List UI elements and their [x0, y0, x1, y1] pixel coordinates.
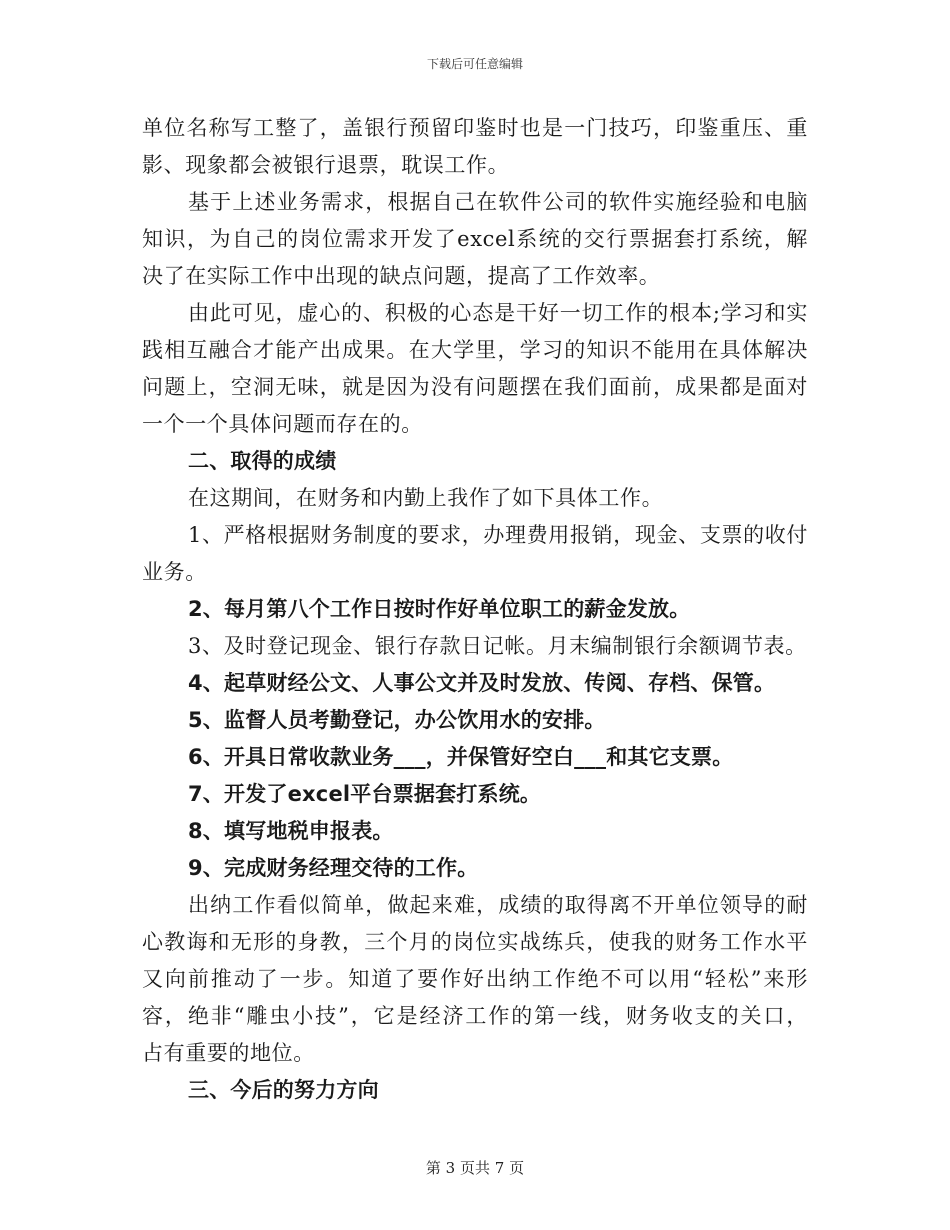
section-heading: 三、今后的努力方向: [188, 1078, 379, 1102]
list-item-continuation: 业务。: [142, 560, 207, 584]
list-item: 7、开发了excel平台票据套打系统。: [188, 782, 542, 806]
page-footer: 第 3 页共 7 页: [425, 1159, 525, 1177]
page-header: 下载后可任意编辑: [426, 57, 523, 71]
list-item: 3、及时登记现金、银行存款日记帐。月末编制银行余额调节表。: [188, 634, 807, 658]
list-item: 2、每月第八个工作日按时作好单位职工的薪金发放。: [188, 597, 691, 621]
paragraph-line: 出纳工作看似简单，做起来难，成绩的取得离不开单位领导的耐: [188, 893, 808, 917]
list-item: 8、填写地税申报表。: [188, 819, 394, 843]
list-item: 4、起草财经公文、人事公文并及时发放、传阅、存档、保管。: [188, 671, 776, 695]
paragraph-line: 单位名称写工整了，盖银行预留印鉴时也是一门技巧，印鉴重压、重: [142, 116, 808, 140]
document-body: [142, 110, 808, 1109]
paragraph-line: 在这期间，在财务和内勤上我作了如下具体工作。: [188, 486, 664, 510]
paragraph-line: 容，绝非“雕虫小技”，它是经济工作的第一线，财务收支的关口，: [142, 1004, 808, 1028]
list-item: 6、开具日常收款业务___，并保管好空白___和其它支票。: [188, 745, 734, 769]
paragraph-line: 问题上，空洞无味，就是因为没有问题摆在我们面前，成果都是面对: [142, 375, 808, 399]
list-item: 9、完成财务经理交待的工作。: [188, 856, 479, 880]
section-heading: 二、取得的成绩: [188, 449, 337, 473]
paragraph-line: 心教诲和无形的身教，三个月的岗位实战练兵，使我的财务工作水平: [142, 930, 808, 954]
paragraph-line: 影、现象都会被银行退票，耽误工作。: [142, 153, 510, 177]
paragraph-line: 基于上述业务需求，根据自己在软件公司的软件实施经验和电脑: [188, 190, 808, 214]
paragraph-line: 一个一个具体问题而存在的。: [142, 412, 423, 436]
paragraph-line: 占有重要的地位。: [142, 1041, 315, 1065]
list-item: 1、严格根据财务制度的要求，办理费用报销，现金、支票的收付: [188, 523, 808, 547]
paragraph-line: 决了在实际工作中出现的缺点问题，提高了工作效率。: [142, 264, 661, 288]
paragraph-line: 知识，为自己的岗位需求开发了excel系统的交行票据套打系统，解: [142, 227, 808, 251]
paragraph-line: 又向前推动了一步。知道了要作好出纳工作绝不可以用“轻松”来形: [142, 967, 808, 991]
list-item: 5、监督人员考勤登记，办公饮用水的安排。: [188, 708, 606, 732]
paragraph-line: 由此可见，虚心的、积极的心态是干好一切工作的根本;学习和实: [188, 301, 808, 325]
paragraph-line: 践相互融合才能产出成果。在大学里，学习的知识不能用在具体解决: [142, 338, 808, 362]
